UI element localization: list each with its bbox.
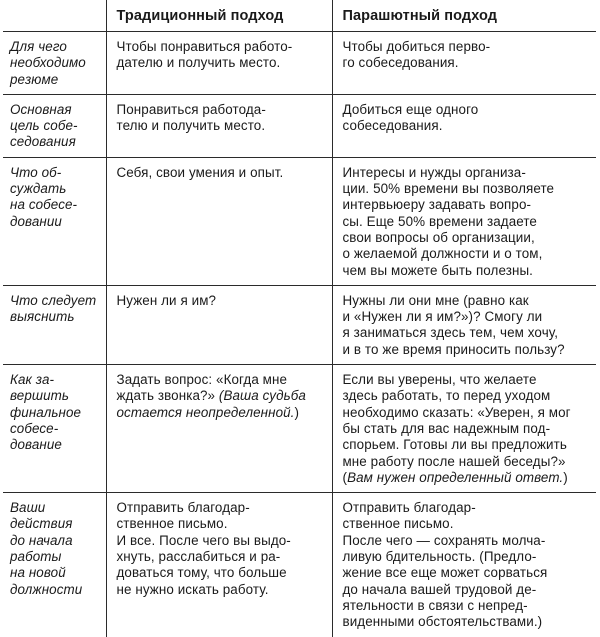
parachute-cell [332,157,596,285]
question-line: выяснить [10,309,75,325]
parachute-text: ) [563,469,568,485]
parachute-line: Отправить благодар- [342,500,476,516]
parachute-italic-note: Вам нужен определенный ответ. [347,469,564,485]
question-line: Как за- [10,372,55,388]
question-line: должности [10,581,83,597]
question-line: Для чего [10,39,67,54]
traditional-line: доваться тому, что больше [116,565,287,581]
question-line: работы [10,549,62,565]
traditional-line: Нужен ли я им? [116,292,217,308]
table-row [3,365,596,493]
question-line: суждать [10,181,67,197]
traditional-cell [106,285,332,364]
traditional-text: ждать звонка?» [116,388,219,404]
question-cell [3,32,106,95]
header-parachute: Парашютный подход [332,0,596,32]
table-row [3,285,596,364]
traditional-line: Отправить благодар- [116,500,250,516]
question-line: Ваши [10,500,46,516]
question-cell [3,365,106,493]
question-line: на собесе- [10,197,78,213]
question-line: на новой [10,565,66,581]
parachute-line [343,470,591,486]
question-line: финальное [10,404,82,420]
parachute-cell [332,285,596,364]
question-line: Что следует [10,292,97,308]
question-line: дование [10,437,62,453]
parachute-line: собеседования. [342,118,443,134]
parachute-line: виденными обстоятельствами.) [342,614,543,630]
traditional-line: Себя, свои умения и опыт. [116,164,284,180]
parachute-line: интервьюеру задавать вопро- [342,197,532,213]
traditional-line: хнуть, расслабиться и ра- [116,549,281,565]
parachute-line: сы. Еще 50% времени задаете [342,213,537,229]
header-corner [3,0,106,32]
question-cell [3,493,106,637]
traditional-italic-note: остается неопределенной. [116,404,295,420]
parachute-line: жение все еще может сорваться [342,565,548,581]
traditional-italic-note: (Ваша судьба [218,388,306,404]
parachute-line: ливую бдительность. (Предло- [342,549,537,565]
question-line: действия [10,516,73,532]
parachute-line: ятельности в связи с непред- [342,597,528,613]
question-line: резюме [10,71,59,87]
parachute-line: спорьем. Готовы ли вы предложить [342,437,567,453]
question-line: необходимо [10,55,86,71]
table-row [3,94,596,157]
parachute-cell [332,365,596,493]
parachute-line: Нужны ли они мне (равно как [342,292,529,308]
table-header-row [3,0,596,32]
question-line: собесе- [10,420,59,436]
traditional-line: И все. После чего вы выдо- [116,532,291,548]
parachute-line: здесь работать, то перед уходом [342,388,551,404]
traditional-line: Понравиться работода- [116,101,266,117]
traditional-line: телю и получить место. [116,118,266,134]
parachute-line: я заниматься здесь тем, чем хочу, [342,325,559,341]
parachute-line: свои вопросы об организации, [342,229,535,245]
parachute-line: о желаемой должности и о том, [342,246,543,262]
traditional-line: ственное письмо. [116,516,228,532]
traditional-text: ) [294,404,300,420]
parachute-line: и в то же время приносить пользу? [342,341,565,357]
parachute-line: чем вы можете быть полезны. [342,262,533,278]
parachute-line: Интересы и нужды организа- [342,164,526,180]
table-row [3,32,596,95]
question-cell [3,285,106,364]
traditional-line: дателю и получить место. [116,55,281,71]
question-cell [3,94,106,157]
question-line: до начала [10,532,73,548]
question-line: вершить [10,388,70,404]
comparison-table [3,0,596,637]
traditional-cell [106,32,332,95]
question-cell [3,157,106,285]
parachute-line: После чего — сохранять молча- [342,532,546,548]
question-line: седования [10,134,76,150]
parachute-line: до начала вашей трудовой де- [342,581,537,597]
parachute-cell [332,493,596,637]
parachute-text: ( [342,469,348,485]
traditional-cell [106,365,332,493]
traditional-cell [106,493,332,637]
traditional-line: не нужно искать работу. [116,581,269,597]
traditional-line: Чтобы понравиться работо- [116,39,293,54]
question-line: довании [10,213,62,229]
table-row [3,157,596,285]
parachute-line: Добиться еще одного [342,101,479,117]
question-line: цель собе- [10,118,78,134]
parachute-line: Если вы уверены, что желаете [342,372,537,388]
header-traditional: Традиционный подход [106,0,332,32]
table-row [3,493,596,637]
traditional-cell [106,94,332,157]
parachute-line: и «Нужен ли я им?»)? Смогу ли [342,309,543,325]
parachute-line: необходимо сказать: «Уверен, я мог [342,404,571,420]
traditional-line: Задать вопрос: «Когда мне [116,372,288,388]
traditional-line [117,405,326,421]
parachute-line: мне работу после нашей беседы?» [342,453,566,469]
parachute-line: ции. 50% времени вы позволяете [342,181,555,197]
parachute-line: ственное письмо. [342,516,454,532]
traditional-line [117,388,326,404]
question-line: Основная [10,101,72,117]
question-line: Что об- [10,164,62,180]
traditional-cell [106,157,332,285]
parachute-line: Чтобы добиться перво- [342,39,491,54]
parachute-cell [332,94,596,157]
parachute-line: го собеседования. [342,55,459,71]
parachute-cell [332,32,596,95]
parachute-line: бы стать для вас надежным под- [342,420,551,436]
